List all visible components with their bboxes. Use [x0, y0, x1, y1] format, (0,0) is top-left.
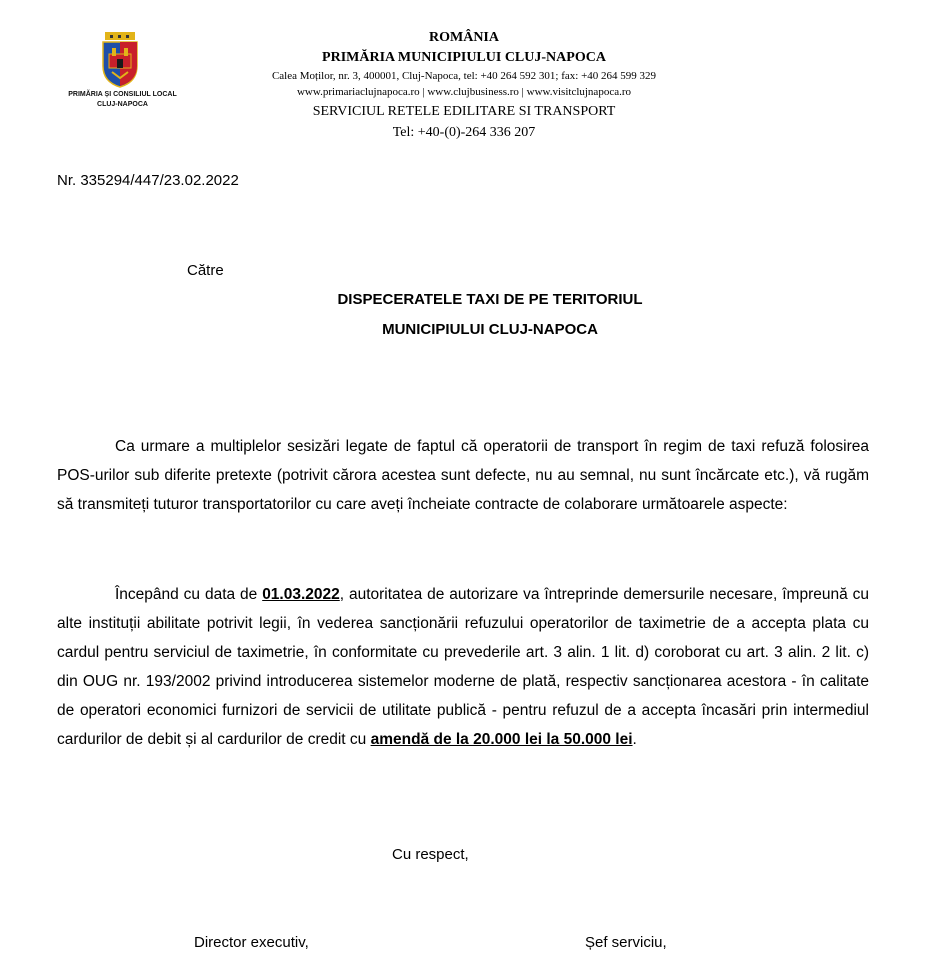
addressee-label: Către: [187, 262, 224, 279]
header-institution: PRIMĂRIA MUNICIPIULUI CLUJ-NAPOCA: [322, 50, 606, 65]
header-service: SERVICIUL RETELE EDILITARE SI TRANSPORT: [312, 104, 616, 119]
closing-text: Cu respect,: [392, 846, 469, 863]
paragraph2-intro: Începând cu data de: [115, 586, 263, 603]
addressee-line1: DISPECERATELE TAXI DE PE TERITORIUL: [337, 291, 643, 308]
header-websites: www.primariaclujnapoca.ro | www.clujbusiness.ro | www.visitclujnapoca.ro: [296, 86, 631, 98]
header-country: ROMÂNIA: [429, 30, 499, 45]
body-paragraph-2: [57, 580, 869, 754]
addressee-line2: MUNICIPIULUI CLUJ-NAPOCA: [382, 321, 598, 338]
coat-of-arms-icon: [100, 32, 140, 88]
header-address: Calea Moților, nr. 3, 400001, Cluj-Napoca, tel: +40 264 592 301; fax: +40 264 599 329: [271, 70, 657, 82]
fine-amount: amendă de la 20.000 lei la 50.000 lei: [370, 731, 633, 748]
crest-caption-line2: CLUJ-NAPOCA: [97, 101, 148, 108]
crest-caption: [60, 90, 185, 110]
signature-director: Director executiv,: [194, 934, 309, 951]
paragraph2-text: , autoritatea de autorizare va întreprinde demersurile necesare, împreună cu alte instituții abilitate potrivit legii, în vederea sancționării refuzului operatorilor de taximetrie de a accepta plata cu cardul pentru serviciul de taximetrie, în conformitate cu prevederile art. 3 alin. 1 lit. d) coroborat cu art. 3 alin. 2 lit. c) din OUG nr. 193/2002 privind introducerea sistemelor moderne de plată, respectiv sancționarea acestora - în calitate de operatori economici furnizori de servicii de utilitate publică - pentru refuzul de a accepta încasări prin intermediul cardurilor de debit și al cardurilor de credit cu: [57, 586, 869, 748]
reference-number: Nr. 335294/447/23.02.2022: [57, 172, 239, 189]
body-paragraph-1: Ca urmare a multiplelor sesizări legate de faptul că operatorii de transport în regim de taxi refuză folosirea POS-urilor sub diferite pretexte (potrivit cărora acestea sunt defecte, nu au semnal, nu sunt încărcate etc.), vă rugăm să transmiteți tuturor transportatorilor cu care aveți încheiate contracte de colaborare următoarele aspecte:: [57, 438, 869, 513]
signature-head-of-service: Șef serviciu,: [585, 934, 667, 951]
paragraph2-end: .: [632, 731, 637, 748]
effective-date: 01.03.2022: [262, 586, 340, 603]
header-phone: Tel: +40-(0)-264 336 207: [392, 125, 536, 140]
crest-caption-line1: PRIMĂRIA ȘI CONSILIUL LOCAL: [68, 91, 177, 98]
